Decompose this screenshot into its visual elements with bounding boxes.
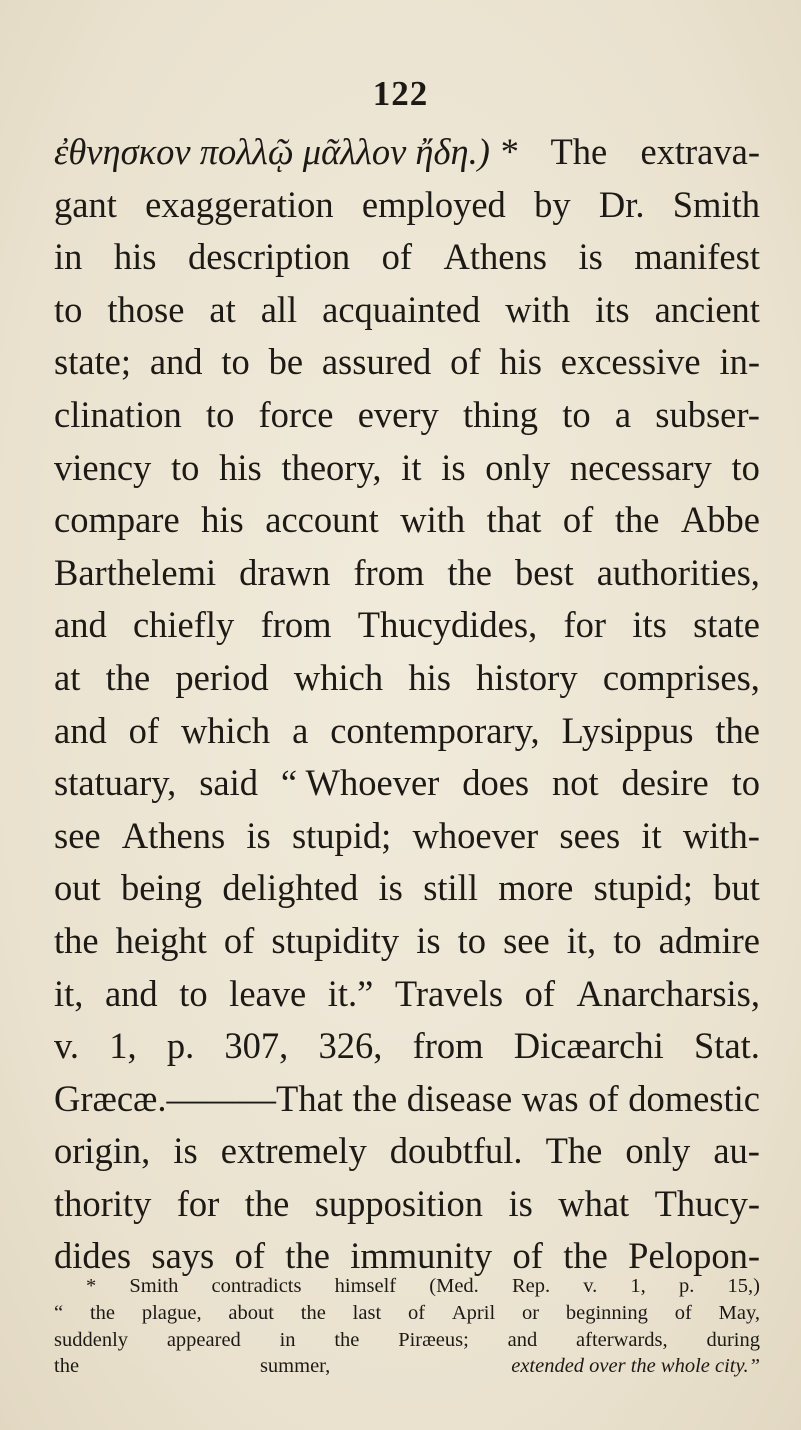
word: The [550,131,608,172]
body-line [54,1020,760,1073]
word: force [258,393,334,435]
word: his [408,656,451,698]
word: is [378,867,403,909]
word: Thucy- [654,1182,760,1224]
word: to [613,919,642,961]
word: to [179,972,208,1014]
word: to [457,919,487,961]
word: only [485,446,551,488]
word: by [534,183,571,225]
word: domestic [628,1077,760,1119]
word: excessive [560,341,701,383]
word: Lysippus [561,709,694,751]
word: necessary [569,446,712,488]
footnote-block [54,1273,760,1380]
word: the [614,499,660,541]
word: it, [54,972,84,1014]
word: only [625,1130,691,1172]
word: state [693,604,760,646]
word: comprises, [602,656,760,698]
word: from [353,551,425,593]
word: 1, [109,1025,137,1067]
word: afterwards, [576,1328,668,1351]
word: contemporary, [330,709,540,751]
word: the [715,709,760,751]
word: it.” [327,972,374,1014]
word: says [151,1235,215,1277]
word: of [128,709,160,751]
word: that [486,499,542,541]
body-line [54,547,760,600]
word: his [201,499,244,541]
word: its [595,288,630,330]
word: 1, [630,1275,646,1297]
word: the [447,551,492,593]
word: and [54,604,107,646]
word: stupid; [291,814,392,856]
word: of [562,499,594,541]
word: delighted [222,867,359,909]
word: and [104,972,158,1014]
word: statuary, [54,762,177,804]
word: period [175,656,269,698]
body-line [54,862,760,915]
word: it [641,814,662,856]
word: exaggeration [145,183,334,225]
word: subser- [655,393,760,435]
word: the [563,1235,608,1277]
word: said [199,762,258,804]
word: of [524,972,555,1014]
word: Dicæarchi [513,1025,664,1067]
word: doubtful. [389,1130,523,1172]
word: is [173,1130,198,1172]
word: the [244,1182,290,1224]
word: to [171,446,200,488]
word: desire [621,762,709,804]
word: Piræeus; [398,1328,469,1351]
word: viency [54,446,152,488]
word: theory, [281,446,382,488]
word: v. [583,1275,598,1297]
word: in- [719,341,760,383]
body-line [54,968,760,1021]
word: The [545,1130,603,1172]
word: immunity [350,1235,493,1277]
word: au- [713,1130,760,1172]
word: all [260,288,298,330]
word: whoever [412,814,539,856]
body-line [54,1125,760,1178]
word: Barthelemi [54,551,217,593]
word: April [451,1301,496,1324]
word: does [462,762,530,804]
word: its [632,604,667,646]
word: plague, [141,1301,202,1324]
body-line [54,389,760,442]
word: being [120,867,203,909]
footnote-line [54,1353,760,1380]
body-line [54,652,760,705]
footnote-line [54,1300,760,1327]
footnote-line [54,1273,760,1300]
word: 307, [224,1025,289,1067]
word: Smith [672,183,760,225]
word: for [176,1182,220,1224]
word: to [562,393,591,435]
word: “ [54,1301,64,1324]
word: ancient [654,288,760,330]
word: v. [54,1025,80,1067]
word: out [54,867,101,909]
word: for [563,604,607,646]
word: his [499,341,542,383]
word: state; [54,341,132,383]
word: sees [559,814,621,856]
word: Travels [394,972,504,1014]
word: what [558,1182,630,1224]
word: of [588,1077,619,1119]
word: Thucydides, [357,604,538,646]
word: but [713,867,760,909]
body-text [54,126,760,1283]
word: chiefly [132,604,235,646]
word: drawn [239,551,331,593]
word: extended over the whole city.” [511,1355,760,1378]
word: compare [54,499,180,541]
word: clination [54,393,182,435]
word: it [401,446,422,488]
word: leave [229,972,307,1014]
word: with [400,499,466,541]
word: manifest [634,236,760,278]
word: is [416,919,441,961]
body-line [54,231,760,284]
word: it, [566,919,597,961]
word: of [512,1235,543,1277]
word: the [334,1328,360,1351]
word: the [105,656,151,698]
word: Athens [121,814,226,856]
word: of [407,1301,426,1324]
word: thority [54,1182,152,1224]
word: and [54,709,107,751]
word: of [450,341,481,383]
word: the [352,1077,398,1119]
word: Dr. [598,183,645,225]
word: extrava- [640,131,760,172]
word: Smith [129,1275,179,1297]
word: more [498,867,574,909]
word: see [503,919,550,961]
word: Abbe [680,499,760,541]
word: the [54,1355,80,1378]
word: in [54,236,83,278]
word: employed [361,183,506,225]
word: his [113,236,157,278]
word: of [223,919,255,961]
word: “ Whoever [280,762,440,804]
word: and [149,341,203,383]
word: from [260,604,332,646]
word: assured [321,341,432,383]
body-line [54,1073,760,1126]
word: is [246,814,271,856]
word: extremely [220,1130,367,1172]
word: suddenly [54,1328,129,1351]
word: admire [658,919,760,961]
word: during [706,1328,760,1351]
body-line [54,336,760,389]
word: authorities, [596,551,760,593]
word: is [578,236,603,278]
page-number: 122 [372,74,429,113]
word: which [293,656,384,698]
word: to [731,446,760,488]
word: best [514,551,574,593]
word: not [552,762,599,804]
footnote-line [54,1327,760,1354]
word: is [508,1182,533,1224]
word: those [107,288,185,330]
word: history [476,656,578,698]
word: disease [406,1077,513,1119]
word: of [674,1301,692,1324]
word: Græcæ.———That [54,1077,343,1119]
body-line [54,126,760,179]
word: to [221,341,250,383]
word: to [54,288,83,330]
word: the [89,1301,115,1324]
word: at [54,656,81,698]
word: the [54,919,99,961]
word: a [614,393,632,435]
word: to [731,762,760,804]
word: in [279,1328,296,1351]
word: origin, [54,1130,151,1172]
word: to [205,393,235,435]
body-line [54,494,760,547]
word: of [381,236,413,278]
word: Anarcharsis, [576,972,760,1014]
word: about [228,1301,274,1324]
word: acquainted [322,288,481,330]
word: his [219,446,262,488]
word: dides [54,1235,132,1277]
word: was [521,1077,579,1119]
word: 15,) [727,1275,760,1297]
word: height [115,919,207,961]
word: Rep. [511,1275,551,1297]
body-line [54,284,760,337]
word: beginning [565,1301,648,1324]
word: ἐθνησκον πολλῷ μᾶλλον ἤδη.) * [54,131,518,172]
body-line [54,915,760,968]
word: himself [334,1275,397,1297]
word: the [285,1235,330,1277]
word: Athens [443,236,547,278]
word: gant [54,183,117,225]
word: of [234,1235,265,1277]
word: contradicts [211,1275,302,1297]
body-line [54,810,760,863]
word: (Med. [429,1275,479,1297]
word: is [441,446,466,488]
body-line [54,1178,760,1231]
word: Stat. [694,1025,760,1067]
word: and [507,1328,538,1351]
word: see [54,814,101,856]
word: Pelopon- [628,1235,760,1277]
word: a [292,709,309,751]
word: summer, [259,1355,331,1378]
word: account [265,499,379,541]
word: which [180,709,271,751]
word: supposition [314,1182,484,1224]
word: May, [718,1301,760,1324]
body-line [54,179,760,232]
word: from [412,1025,484,1067]
word: stupid; [593,867,693,909]
word: p. [166,1025,195,1067]
word: 326, [318,1025,383,1067]
word: be [268,341,304,383]
word: at [209,288,236,330]
word: p. [678,1275,695,1297]
word: description [187,236,351,278]
word: the [300,1301,326,1324]
body-line [54,757,760,810]
word: last [352,1301,382,1324]
word: every [357,393,439,435]
word: thing [462,393,539,435]
word: stupidity [271,919,400,961]
word: or [521,1301,540,1324]
word: appeared [166,1328,241,1351]
word: still [423,867,478,909]
body-line [54,705,760,758]
word: with [505,288,571,330]
body-line [54,599,760,652]
word: with- [682,814,760,856]
word: * [86,1275,97,1297]
body-line [54,442,760,495]
